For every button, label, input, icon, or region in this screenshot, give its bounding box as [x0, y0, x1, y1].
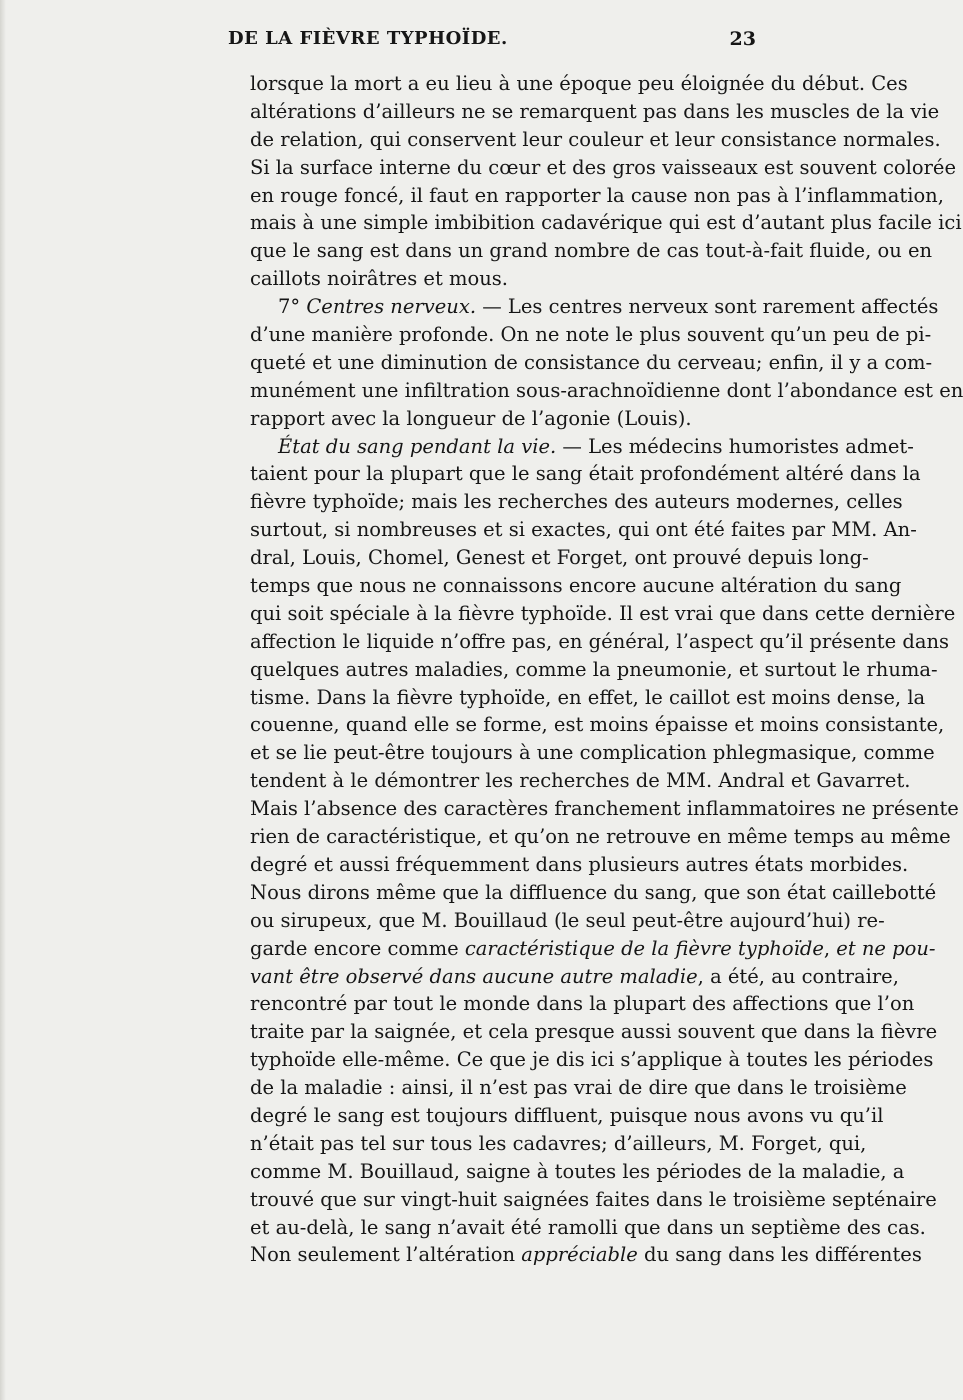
text-line	[250, 572, 902, 600]
text-segment: surtout, si nombreuses et si exactes, qui ont été faites par MM. An-	[250, 518, 917, 542]
running-title: DE LA FIÈVRE TYPHOÏDE.	[228, 28, 508, 49]
text-line	[250, 823, 951, 851]
text-segment: Mais l’absence des caractères franchement inflammatoires ne présente	[250, 797, 959, 821]
text-line	[250, 182, 944, 210]
text-line	[250, 963, 899, 991]
text-segment: fièvre typhoïde; mais les recherches des auteurs modernes, celles	[250, 490, 903, 514]
text-segment: mais à une simple imbibition cadavérique qui est d’autant plus facile ici	[250, 211, 962, 235]
text-line	[250, 377, 963, 405]
text-line	[250, 1241, 922, 1269]
text-line	[250, 516, 917, 544]
text-line	[250, 154, 956, 182]
text-line	[250, 990, 915, 1018]
italic-text: caractéristique de la fièvre typhoïde	[464, 936, 824, 960]
text-segment: traite par la saignée, et cela presque aussi souvent que dans la fièvre	[250, 1020, 938, 1044]
text-line	[250, 935, 936, 963]
text-segment: rencontré par tout le monde dans la plupart des affections que l’on	[250, 992, 915, 1016]
text-segment: taient pour la plupart que le sang était profondément altéré dans la	[250, 462, 921, 486]
text-segment: altérations d’ailleurs ne se remarquent pas dans les muscles de la vie	[250, 99, 940, 123]
text-segment: quelques autres maladies, comme la pneumonie, et surtout le rhuma-	[250, 657, 938, 681]
text-line	[250, 1186, 937, 1214]
text-segment: rapport avec la longueur de l’agonie (Louis).	[250, 406, 692, 430]
text-segment: temps que nous ne connaissons encore aucune altération du sang	[250, 574, 902, 598]
text-line	[250, 767, 911, 795]
text-line	[250, 1214, 926, 1242]
text-segment: trouvé que sur vingt-huit saignées faites dans le troisième septénaire	[250, 1187, 937, 1211]
italic-text: État du sang pendant la vie.	[278, 434, 557, 458]
text-line	[250, 293, 939, 321]
text-line	[250, 1158, 905, 1186]
text-line	[250, 739, 935, 767]
text-segment: rien de caractéristique, et qu’on ne retrouve en même temps au même	[250, 825, 951, 849]
text-segment: — Les médecins humoristes admet-	[556, 434, 914, 458]
text-segment: typhoïde elle-même. Ce que je dis ici s’applique à toutes les périodes	[250, 1048, 934, 1072]
text-segment: queté et une diminution de consistance du cerveau; enfin, il y a com-	[250, 350, 933, 374]
text-segment: lorsque la mort a eu lieu à une époque peu éloignée du début. Ces	[250, 72, 908, 95]
text-line	[250, 879, 937, 907]
text-segment: degré le sang est toujours diffluent, puisque nous avons vu qu’il	[250, 1103, 884, 1127]
text-segment: , a été, au contraire,	[697, 964, 899, 988]
text-line	[250, 488, 903, 516]
text-segment: et au-delà, le sang n’avait été ramolli que dans un septième des cas.	[250, 1215, 926, 1239]
text-line	[250, 711, 945, 739]
page-number: 23	[729, 28, 756, 50]
text-segment: en rouge foncé, il faut en rapporter la cause non pas à l’inflammation,	[250, 183, 944, 207]
text-segment: couenne, quand elle se forme, est moins épaisse et moins consistante,	[250, 713, 945, 737]
text-line	[250, 907, 885, 935]
italic-text: et ne pou-	[836, 936, 936, 960]
text-line	[250, 321, 932, 349]
page-edge-shadow	[0, 0, 6, 1400]
text-line	[250, 628, 950, 656]
text-line	[250, 70, 908, 98]
text-line	[250, 433, 914, 461]
text-segment: garde encore comme	[250, 936, 465, 960]
text-segment: que le sang est dans un grand nombre de cas tout-à-fait fluide, ou en	[250, 239, 933, 263]
running-head	[228, 28, 756, 58]
text-line	[250, 349, 933, 377]
text-line	[250, 851, 909, 879]
italic-text: vant être observé dans aucune autre maladie	[250, 964, 698, 988]
text-line	[250, 795, 959, 823]
text-segment: et se lie peut-être toujours à une complication phlegmasique, comme	[250, 741, 935, 765]
italic-text: Centres nerveux.	[306, 295, 477, 319]
text-segment: Si la surface interne du cœur et des gros vaisseaux est souvent colorée	[250, 155, 956, 179]
text-line	[250, 1074, 907, 1102]
italic-text: appréciable	[521, 1243, 638, 1267]
text-line	[250, 684, 926, 712]
text-line	[250, 544, 869, 572]
text-segment: caillots noirâtres et mous.	[250, 267, 508, 291]
text-line	[250, 405, 782, 433]
text-line	[250, 237, 933, 265]
text-segment: 7°	[278, 295, 307, 319]
body-text	[250, 70, 963, 1269]
text-line	[250, 265, 782, 293]
text-segment: dral, Louis, Chomel, Genest et Forget, ont prouvé depuis long-	[250, 546, 869, 570]
text-segment: de la maladie : ainsi, il n’est pas vrai de dire que dans le troisième	[250, 1076, 907, 1100]
text-line	[250, 656, 938, 684]
text-segment: comme M. Bouillaud, saigne à toutes les périodes de la maladie, a	[250, 1159, 905, 1183]
text-segment: — Les centres nerveux sont rarement affectés	[476, 295, 939, 319]
text-segment: d’une manière profonde. On ne note le plus souvent qu’un peu de pi-	[250, 323, 932, 347]
text-line	[250, 209, 962, 237]
text-segment: qui soit spéciale à la fièvre typhoïde. Il est vrai que dans cette dernière	[250, 601, 956, 625]
text-segment: degré et aussi fréquemment dans plusieurs autres états morbides.	[250, 852, 909, 876]
text-segment: Nous dirons même que la diffluence du sang, que son état caillebotté	[250, 880, 937, 904]
text-line	[250, 1018, 938, 1046]
text-segment: munément une infiltration sous-arachnoïdienne dont l’abondance est en	[250, 378, 963, 402]
text-segment: tendent à le démontrer les recherches de MM. Andral et Gavarret.	[250, 769, 911, 793]
text-line	[250, 600, 956, 628]
text-line	[250, 460, 921, 488]
text-segment: affection le liquide n’offre pas, en général, l’aspect qu’il présente dans	[250, 629, 950, 653]
text-line	[250, 1046, 934, 1074]
text-line	[250, 98, 940, 126]
text-segment: de relation, qui conservent leur couleur et leur consistance normales.	[250, 127, 941, 151]
text-segment: du sang dans les différentes	[637, 1243, 922, 1267]
text-line	[250, 1130, 867, 1158]
text-segment: tisme. Dans la fièvre typhoïde, en effet, le caillot est moins dense, la	[250, 685, 926, 709]
text-segment: Non seulement l’altération	[250, 1243, 522, 1267]
text-segment: ,	[823, 936, 837, 960]
text-segment: ou sirupeux, que M. Bouillaud (le seul peut-être aujourd’hui) re-	[250, 908, 885, 932]
text-line	[250, 126, 941, 154]
text-segment: n’était pas tel sur tous les cadavres; d’ailleurs, M. Forget, qui,	[250, 1131, 867, 1155]
text-line	[250, 1102, 884, 1130]
